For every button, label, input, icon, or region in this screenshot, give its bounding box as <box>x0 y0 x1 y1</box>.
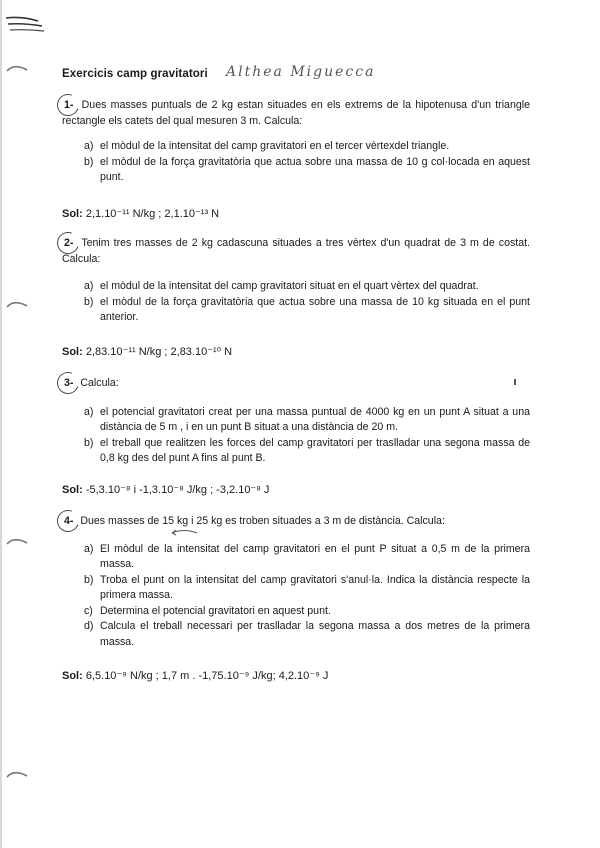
punch-hole-mark <box>6 64 28 72</box>
exercise-items <box>62 279 530 326</box>
exercise-item: a) el potencial gravitatori creat per una massa puntual de 4000 kg en un punt A situat a una distància de 5 m , i en un punt B situat a una distància de 20 m. <box>84 405 530 433</box>
exercise-item: a) el mòdul de la intensitat del camp gravitatori en el tercer vèrtexdel triangle. <box>84 140 450 152</box>
exercise-item: a) el mòdul de la intensitat del camp gravitatori situat en el quart vèrtex del quadrat. <box>84 280 479 292</box>
exercise-2 <box>62 236 530 326</box>
exercise-items <box>62 405 530 467</box>
circle-mark-icon <box>53 506 82 535</box>
stray-mark <box>514 379 516 385</box>
exercise-item: b) el mòdul de la força gravitatòria que actua sobre una massa de 10 kg situada en el punt anterior. <box>84 295 530 323</box>
solution-3: Sol: -5,3.10⁻⁸ i -1,3.10⁻⁸ J/kg ; -3,2.10⁻⁸ J <box>62 484 270 496</box>
handwritten-arrow-icon <box>170 527 200 537</box>
exercise-statement <box>62 236 530 267</box>
handwritten-author-name: Althea Miguecca <box>226 64 376 80</box>
exercise-number: 2- <box>62 236 75 252</box>
exercise-item: d) Calcula el treball necessari per traslladar la segona massa a dos metres de la primera massa. <box>84 620 530 648</box>
scan-edge <box>0 0 2 848</box>
exercise-items <box>62 542 530 651</box>
solution-1: Sol: 2,1.10⁻¹¹ N/kg ; 2,1.10⁻¹³ N <box>62 208 220 220</box>
punch-hole-mark <box>6 537 28 545</box>
exercise-number: 1- <box>62 98 75 114</box>
exercise-text: Tenim tres masses de 2 kg cadascuna situades a tres vèrtex d'un quadrat de 3 m de costat. Calcula: <box>62 237 530 265</box>
exercise-statement <box>62 98 530 129</box>
circle-mark-icon <box>53 368 82 397</box>
exercise-statement <box>62 376 530 392</box>
exercise-item: b) Troba el punt on la intensitat del camp gravitatori s'anul·la. Indica la distància respecte la primera massa. <box>84 573 530 601</box>
page-title: Exercicis camp gravitatori <box>62 68 208 80</box>
exercise-text: Calcula: <box>80 377 119 389</box>
exercise-number: 3- <box>62 376 75 392</box>
exercise-3 <box>62 376 530 467</box>
exercise-1 <box>62 98 530 186</box>
exercise-statement <box>62 514 530 530</box>
exercise-text: Dues masses puntuals de 2 kg estan situades en els extrems de la hipotenusa d'un triangle rectangle els catets del qual mesuren 3 m. Calcula: <box>62 99 530 127</box>
exercise-text: Dues masses de 15 kg i 25 kg es troben situades a 3 m de distància. Calcula: <box>80 515 445 527</box>
exercise-item: b) el mòdul de la força gravitatòria que actua sobre una massa de 10 g col·locada en aquest punt. <box>84 155 530 183</box>
exercise-4 <box>62 514 530 650</box>
exercise-item: c) Determina el potencial gravitatori en aquest punt. <box>84 604 331 617</box>
exercise-item: b) el treball que realitzen les forces del camp gravitatori per traslladar una segona massa de 0,8 kg des del punt A fins al punt B. <box>84 436 530 464</box>
solution-2: Sol: 2,83.10⁻¹¹ N/kg ; 2,83.10⁻¹⁰ N <box>62 346 233 358</box>
punch-hole-mark <box>6 300 28 308</box>
handwritten-corner-mark <box>4 12 50 40</box>
exercise-item: a) El mòdul de la intensitat del camp gravitatori en el punt P situat a 0,5 m de la primera massa. <box>84 542 530 570</box>
exercise-items <box>62 139 530 186</box>
page-header <box>62 64 542 86</box>
solution-4: Sol: 6,5.10⁻⁹ N/kg ; 1,7 m . -1,75.10⁻⁹ J/kg; 4,2.10⁻⁹ J <box>62 670 329 682</box>
exercise-number: 4- <box>62 514 75 530</box>
punch-hole-mark <box>6 770 28 778</box>
